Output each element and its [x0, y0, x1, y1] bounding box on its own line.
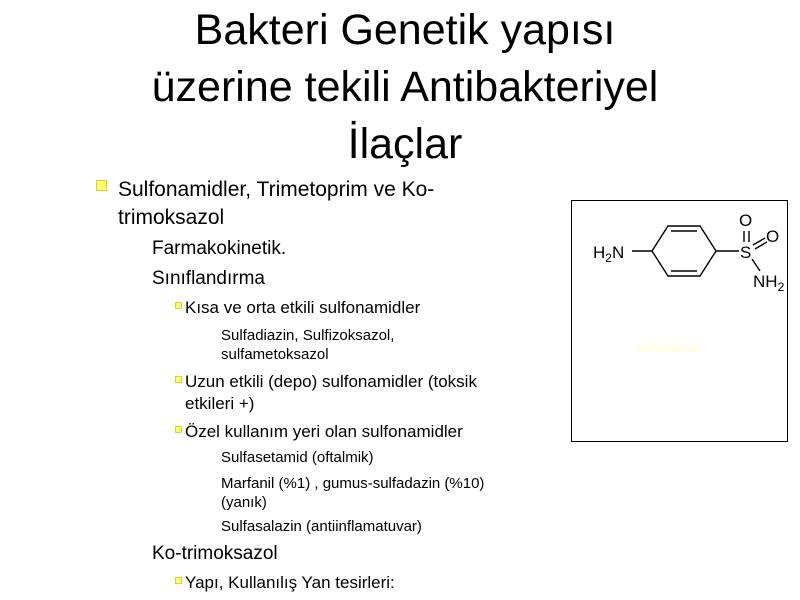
square-bullet-icon	[175, 376, 182, 383]
list-item-sulfonamidler-line-2: trimoksazol	[118, 206, 225, 229]
sulfanilamide-structure-figure	[571, 200, 788, 442]
list-item-sulfonamidler-line-1: Sulfonamidler, Trimetoprim ve Ko-	[118, 178, 435, 201]
list-item-sulfasalazin: Sulfasalazin (antiinflamatuvar)	[221, 518, 422, 535]
oxygen-right-label: O	[766, 227, 780, 246]
list-item-ozel: Özel kullanım yeri olan sulfonamidler	[185, 422, 463, 441]
list-item-marfanil-line-2: (yanık)	[221, 494, 267, 511]
figure-caption: sulfanilamid	[637, 341, 701, 355]
slide-title-line-3: İlaçlar	[347, 120, 463, 168]
list-item-farmakokinetik: Farmakokinetik.	[152, 238, 287, 259]
bond-s-n	[752, 259, 760, 271]
square-bullet-icon	[175, 426, 182, 433]
square-bullet-icon	[175, 302, 182, 309]
sulfanilamide-structure-drawing	[572, 201, 789, 443]
slide-title-line-1: Bakteri Genetik yapısı	[194, 6, 616, 54]
slide-title	[60, 2, 750, 173]
list-item-marfanil-line-1: Marfanil (%1) , gumus-sulfadazin (%10)	[221, 475, 485, 492]
slide-title-line-2: üzerine tekili Antibakteriyel	[151, 63, 659, 111]
square-bullet-icon	[96, 180, 107, 191]
list-item-uzun-line-1: Uzun etkili (depo) sulfonamidler (toksik	[185, 372, 477, 391]
benzene-ring	[652, 226, 716, 276]
list-item-sulfasetamid: Sulfasetamid (oftalmik)	[221, 449, 374, 466]
sulfonamide-nh2-label: $NH_2$	[753, 272, 785, 294]
list-item-kotrimoksazol: Ko-trimoksazol	[152, 543, 278, 564]
list-item-yapi: Yapı, Kullanılış Yan tesirleri:	[185, 573, 395, 592]
list-item-uzun-line-2: etkileri +)	[185, 394, 255, 413]
square-bullet-icon	[175, 577, 182, 584]
list-item-kisa-orta: Kısa ve orta etkili sulfonamidler	[185, 298, 421, 317]
list-item-kisa-orta-examples-1: Sulfadiazin, Sulfizoksazol,	[221, 327, 395, 344]
list-item-kisa-orta-examples-2: sulfametoksazol	[221, 346, 329, 363]
oxygen-top-label: O	[739, 211, 753, 230]
sulfur-atom-label: S	[740, 243, 752, 262]
amino-group-label: $H_2N$	[593, 243, 625, 265]
list-item-siniflandirma: Sınıflandırma	[152, 268, 265, 289]
